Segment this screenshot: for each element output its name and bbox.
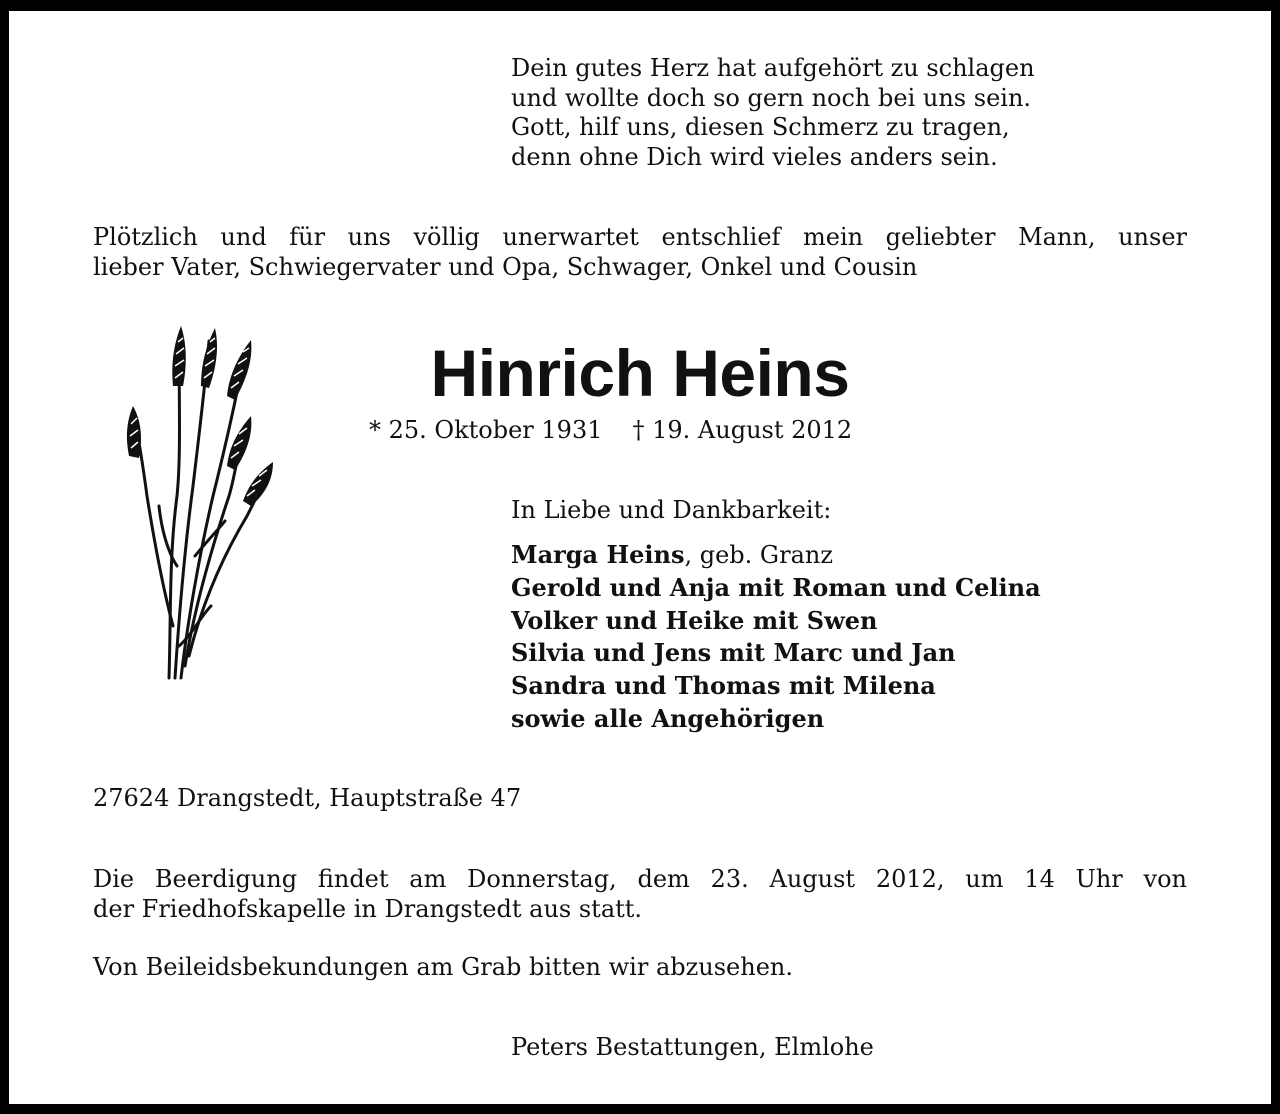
deceased-name: Hinrich Heins [430,336,850,410]
intro-line: Plötzlich und für uns völlig unerwartet entschlief mein geliebter Mann, unser [93,223,1187,251]
poem-line: Gott, hilf uns, diesen Schmerz zu tragen, [511,113,1010,142]
undertaker: Peters Bestattungen, Elmlohe [511,1033,874,1061]
mourner-line: Gerold und Anja mit Roman und Celina [511,572,1041,602]
poem [511,54,1035,173]
intro-line: lieber Vater, Schwiegervater und Opa, Schwager, Onkel und Cousin [93,253,918,281]
mourners-list [511,539,1041,736]
mourner-line: sowie alle Angehörigen [511,703,825,733]
mourner-line: Volker und Heike mit Swen [511,605,878,635]
poem-line: und wollte doch so gern noch bei uns sein. [511,83,1032,112]
birth-date: * 25. Oktober 1931 [369,416,603,444]
mourner-line [511,539,1041,572]
funeral-line: der Friedhofskapelle in Drangstedt aus statt. [93,895,643,923]
mourner-line: Sandra und Thomas mit Milena [511,671,936,701]
life-dates [369,415,852,445]
condolence-note: Von Beileidsbekundungen am Grab bitten wir abzusehen. [93,953,793,981]
mourners-heading: In Liebe und Dankbarkeit: [511,496,832,524]
death-date: † 19. August 2012 [632,416,853,444]
mourner-name: Marga Heins [511,540,685,569]
obituary-notice [9,11,1271,1104]
poem-line: Dein gutes Herz hat aufgehört zu schlagen [511,54,1035,82]
funeral-info [93,864,1187,924]
mourner-maiden-name: , geb. Granz [684,541,833,569]
address: 27624 Drangstedt, Hauptstraße 47 [93,784,522,812]
mourner-line: Silvia und Jens mit Marc und Jan [511,638,956,668]
funeral-line: Die Beerdigung findet am Donnerstag, dem 23. August 2012, um 14 Uhr von [93,865,1187,893]
poem-line: denn ohne Dich wird vieles anders sein. [511,143,998,172]
intro-text [93,222,1187,282]
